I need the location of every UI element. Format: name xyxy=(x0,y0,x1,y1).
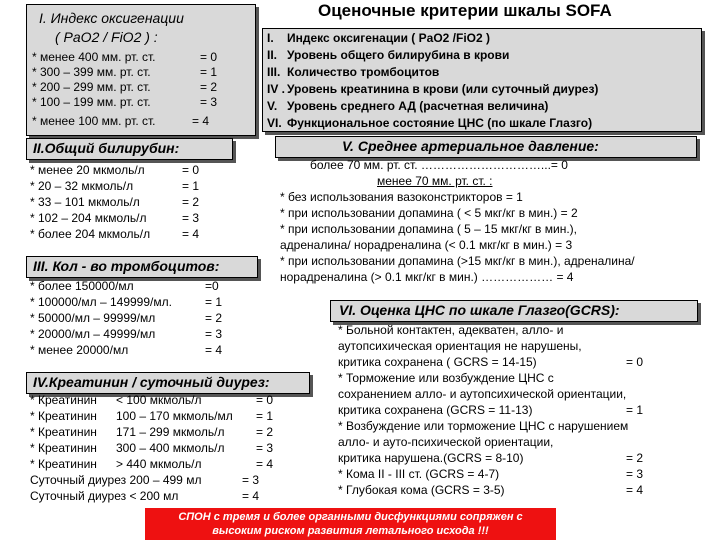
creatinine-label: * Креатинин xyxy=(30,409,97,423)
score-value: = 2 xyxy=(182,195,200,209)
gcs-title: VI. Оценка ЦНС по шкале Глазго(GCRS): xyxy=(339,302,620,318)
oxygenation-row xyxy=(32,114,252,129)
gcs-line xyxy=(338,403,698,419)
gcs-text: критика сохранена (GCRS = 11-13) xyxy=(338,403,533,417)
gcs-text: критика сохранена ( GCRS = 14-15) xyxy=(338,355,537,369)
criteria-number: I. xyxy=(267,31,274,45)
gcs-line xyxy=(338,451,698,467)
gcs-line xyxy=(338,419,698,435)
gcs-text: алло- и ауто-психической ориентации, xyxy=(338,435,554,449)
bilirubin-row xyxy=(30,195,250,211)
creatinine-row xyxy=(30,441,310,457)
gcs-line xyxy=(338,355,698,371)
bilirubin-title-box xyxy=(26,138,233,160)
range-text: * более 204 мкмоль/л xyxy=(30,227,151,241)
range-text: * более 150000/мл xyxy=(30,279,134,293)
criteria-number: VI. xyxy=(267,116,282,130)
warning-line-1: СПОН с тремя и более органными дисфункциями сопряжен с xyxy=(178,511,523,523)
score-value: = 2 xyxy=(256,425,274,439)
score-value: = 3 xyxy=(205,327,223,341)
creatinine-label: * Креатинин xyxy=(30,393,97,407)
range-text: * 100000/мл – 149999/мл. xyxy=(30,295,172,309)
score-value: = 2 xyxy=(626,451,644,465)
score-value: = 1 xyxy=(200,65,218,79)
gcs-line xyxy=(338,387,698,403)
range-text: * 102 – 204 мкмоль/л xyxy=(30,211,147,225)
creatinine-label: * Креатинин xyxy=(30,457,97,471)
score-value: = 3 xyxy=(182,211,200,225)
pressure-line: адреналина/ норадреналина (< 0.1 мкг/кг в мин.) = 3 xyxy=(280,238,573,252)
score-value: = 3 xyxy=(242,473,260,487)
criteria-number: III. xyxy=(267,65,281,79)
pressure-line: * при использовании допамина (>15 мкг/кг в мин.), адреналина/ xyxy=(280,254,635,268)
oxygenation-row xyxy=(32,95,252,110)
gcs-text: аутопсихическая ориентация не нарушены, xyxy=(338,339,582,353)
gcs-text: * Больной контактен, адекватен, алло- и xyxy=(338,323,564,337)
bilirubin-row xyxy=(30,211,250,227)
gcs-text: сохранением алло- и аутопсихической ориентации, xyxy=(338,387,627,401)
platelets-row xyxy=(30,311,260,327)
criteria-text: Функциональное состояние ЦНС (по шкале Глазго) xyxy=(287,116,593,130)
gcs-text: критика нарушена.(GCRS = 8-10) xyxy=(338,451,524,465)
score-value: = 3 xyxy=(626,467,644,481)
creatinine-label: * Креатинин xyxy=(30,425,97,439)
score-value: = 4 xyxy=(256,457,274,471)
range-text: * 20 – 32 мкмоль/л xyxy=(30,179,134,193)
range-text: * 200 – 299 мм. рт. ст. xyxy=(32,80,151,94)
gcs-line xyxy=(338,483,698,499)
range-text: * 20000/мл – 49999/мл xyxy=(30,327,156,341)
platelets-title: III. Кол - во тромбоцитов: xyxy=(33,258,220,274)
warning-line-2: высоким риском развития летального исхода !!! xyxy=(212,525,489,537)
gcs-text: * Возбуждение или торможение ЦНС с нарушением xyxy=(338,419,629,433)
criteria-text: Количество тромбоцитов xyxy=(287,65,440,79)
score-value: = 1 xyxy=(182,179,200,193)
score-value: = 2 xyxy=(200,80,218,94)
platelets-row xyxy=(30,327,260,343)
diuresis-text: Суточный диурез < 200 мл xyxy=(30,489,179,503)
gcs-line xyxy=(338,339,698,355)
score-value: = 0 xyxy=(182,163,200,177)
range-text: * 100 – 199 мм. рт. ст. xyxy=(32,95,151,109)
range-text: * менее 100 мм. рт. ст. xyxy=(32,114,156,128)
range-text: * менее 20000/мл xyxy=(30,343,129,357)
creatinine-title-box xyxy=(26,372,310,394)
pressure-line: * при использовании допамина ( < 5 мкг/кг в мин.) = 2 xyxy=(280,206,578,220)
criteria-item xyxy=(267,82,697,99)
creatinine-row xyxy=(30,425,310,441)
criteria-item xyxy=(267,65,697,82)
creatinine-row xyxy=(30,409,310,425)
platelets-title-box xyxy=(26,256,258,278)
pressure-line: более 70 мм. рт. ст. …………………………...= 0 xyxy=(310,158,568,172)
score-value: = 4 xyxy=(242,489,260,503)
range-text: 100 – 170 мкмоль/мл xyxy=(116,409,233,423)
pressure-line: норадреналина (> 0.1 мкг/кг в мин.) ……………… = 4 xyxy=(280,270,574,284)
oxygenation-row xyxy=(32,65,252,80)
criteria-text: Уровень общего билирубина в крови xyxy=(287,48,510,62)
diuresis-row xyxy=(30,489,310,505)
score-value: = 4 xyxy=(626,483,644,497)
bilirubin-row xyxy=(30,179,250,195)
bilirubin-row xyxy=(30,163,250,179)
range-text: * 300 – 399 мм. рт. ст. xyxy=(32,65,151,79)
pressure-lines xyxy=(280,158,700,286)
pressure-line: * при использовании допамина ( 5 – 15 мкг/кг в мин.), xyxy=(280,222,577,236)
criteria-item xyxy=(267,99,697,116)
score-value: = 2 xyxy=(205,311,223,325)
range-text: < 100 мкмоль/л xyxy=(116,393,202,407)
diuresis-row xyxy=(30,473,310,489)
pressure-title-box xyxy=(275,136,697,158)
platelets-row xyxy=(30,343,260,359)
pressure-title: V. Среднее артериальное давление: xyxy=(342,138,599,154)
page-title: Оценочные критерии шкалы SOFA xyxy=(318,1,612,20)
score-value: = 3 xyxy=(256,441,274,455)
gcs-text: * Кома II - III ст. (GCRS = 4-7) xyxy=(338,467,500,481)
platelets-row xyxy=(30,295,260,311)
bilirubin-title: II.Общий билирубин: xyxy=(33,140,180,156)
criteria-number: IV . xyxy=(267,82,286,96)
criteria-item xyxy=(267,48,697,65)
gcs-line xyxy=(338,435,698,451)
gcs-line xyxy=(338,323,698,339)
score-value: = 1 xyxy=(205,295,223,309)
warning-footer xyxy=(145,508,556,540)
gcs-text: * Торможение или возбуждение ЦНС с xyxy=(338,371,554,385)
score-value: = 0 xyxy=(256,393,274,407)
creatinine-title: IV.Креатинин / суточный диурез: xyxy=(33,374,270,390)
oxygenation-box xyxy=(26,4,256,136)
gcs-text: * Глубокая кома (GCRS = 3-5) xyxy=(338,483,505,497)
criteria-item xyxy=(267,116,697,133)
criteria-list-box xyxy=(262,28,702,132)
score-value: = 3 xyxy=(200,95,218,109)
range-text: * менее 400 мм. рт. ст. xyxy=(32,50,156,64)
creatinine-row xyxy=(30,393,310,409)
score-value: = 4 xyxy=(182,227,200,241)
score-value: =0 xyxy=(205,279,219,293)
pressure-line: менее 70 мм. рт. ст. : xyxy=(377,174,493,188)
range-text: * 33 – 101 мкмоль/л xyxy=(30,195,140,209)
pressure-line: * без использования вазоконстрикторов = 1 xyxy=(280,190,523,204)
range-text: * 50000/мл – 99999/мл xyxy=(30,311,156,325)
oxygenation-title-line1: I. Индекс оксигенации xyxy=(39,10,184,26)
oxygenation-row xyxy=(32,80,252,95)
criteria-text: Индекс оксигенации ( PaO2 /FiO2 ) xyxy=(287,31,490,45)
score-value: = 1 xyxy=(256,409,274,423)
criteria-text: Уровень креатинина в крови (или суточный диурез) xyxy=(287,82,599,96)
gcs-line xyxy=(338,371,698,387)
score-value: = 4 xyxy=(205,343,223,357)
platelets-row xyxy=(30,279,260,295)
bilirubin-row xyxy=(30,227,250,243)
criteria-number: V. xyxy=(267,99,278,113)
range-text: * менее 20 мкмоль/л xyxy=(30,163,145,177)
creatinine-label: * Креатинин xyxy=(30,441,97,455)
criteria-item xyxy=(267,31,697,48)
creatinine-row xyxy=(30,457,310,473)
range-text: 300 – 400 мкмоль/л xyxy=(116,441,225,455)
score-value: = 4 xyxy=(192,114,210,128)
oxygenation-row xyxy=(32,50,252,65)
range-text: > 440 мкмоль/л xyxy=(116,457,202,471)
score-value: = 0 xyxy=(626,355,644,369)
gcs-title-box xyxy=(330,300,698,322)
oxygenation-title-line2: ( PaO2 / FiO2 ) : xyxy=(55,29,158,45)
criteria-text: Уровень среднего АД (расчетная величина) xyxy=(287,99,549,113)
score-value: = 0 xyxy=(200,50,218,64)
gcs-line xyxy=(338,467,698,483)
diuresis-text: Суточный диурез 200 – 499 мл xyxy=(30,473,202,487)
criteria-number: II. xyxy=(267,48,278,62)
range-text: 171 – 299 мкмоль/л xyxy=(116,425,225,439)
score-value: = 1 xyxy=(626,403,644,417)
